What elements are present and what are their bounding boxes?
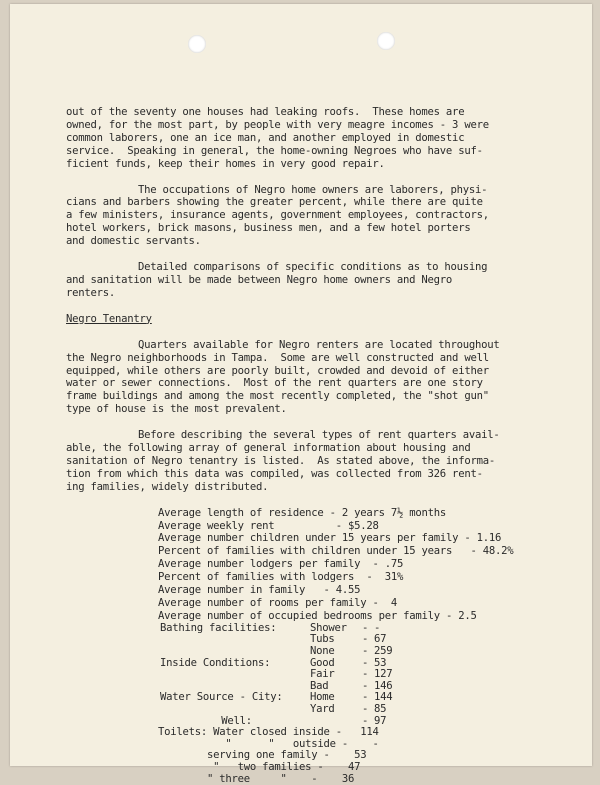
stat-line: Percent of families with children under 15 years - 48.2% — [158, 545, 514, 558]
facilities-table — [158, 623, 562, 727]
facility-category — [158, 634, 310, 646]
facility-item: Tubs — [310, 633, 335, 646]
toilet-row: Toilets: Water closed inside - 114 — [158, 726, 379, 739]
facility-value: 127 — [374, 668, 393, 681]
facility-dash: - — [362, 714, 369, 727]
facility-category — [158, 646, 310, 658]
facility-value: 97 — [374, 714, 387, 727]
facility-value: 146 — [374, 679, 393, 692]
facility-category — [158, 704, 310, 716]
text-line: owned, for the most part, by people with very meagre incomes - 3 were — [66, 118, 489, 131]
stat-line: Average number lodgers per family - .75 — [158, 558, 404, 571]
text-line: service. Speaking in general, the home-owning Negroes who have suf- — [66, 144, 483, 157]
paragraph-comparisons — [66, 261, 562, 300]
toilets-list — [158, 727, 562, 785]
text-line: water or sewer connections. Most of the rent quarters are one story — [66, 377, 483, 390]
facility-item: Fair — [310, 668, 335, 681]
facility-category: Bathing facilities: — [160, 621, 277, 634]
facility-row — [158, 623, 562, 635]
facility-value: - — [374, 621, 381, 634]
statistics-list — [66, 507, 562, 785]
text-line: ficient funds, keep their homes in very good repair. — [66, 157, 385, 170]
facility-item: Home — [310, 691, 335, 704]
facility-category: Water Source - City: — [160, 691, 283, 704]
text-line: ing families, widely distributed. — [66, 480, 269, 493]
text-line: tion from which this data was compiled, was collected from 326 rent- — [66, 467, 483, 480]
text-line: out of the seventy one houses had leaking roofs. These homes are — [66, 106, 465, 118]
facility-item: Shower — [310, 621, 347, 634]
facility-item: Bad — [310, 679, 329, 692]
toilet-row: " three " - 36 — [158, 772, 355, 785]
paragraph-occupations — [66, 184, 562, 249]
facility-dash: - — [362, 702, 369, 715]
text-line: frame buildings and among the most recently completed, the "shot gun" — [66, 390, 489, 403]
paragraph-before-describing — [66, 429, 562, 494]
text-line: common laborers, one an ice man, and another employed in domestic — [66, 131, 465, 144]
facility-row — [158, 658, 562, 670]
stat-line: Average number of rooms per family - 4 — [158, 597, 397, 609]
text-line: and sanitation will be made between Negro home owners and Negro — [66, 273, 453, 286]
facility-value: 144 — [374, 691, 393, 704]
facility-category: Inside Conditions: — [160, 656, 271, 669]
punch-hole-right — [377, 32, 395, 50]
text-line: equipped, while others are poorly built, crowded and devoid of either — [66, 364, 489, 377]
facility-dash: - — [362, 656, 369, 669]
stat-line: Percent of families with lodgers - 31% — [158, 571, 404, 584]
facility-dash: - — [362, 621, 369, 634]
facility-dash: - — [362, 679, 369, 692]
text-line: able, the following array of general information about housing and — [66, 442, 471, 455]
document-body — [66, 106, 562, 785]
facility-category: Well: — [160, 714, 252, 727]
facility-value: 85 — [374, 702, 387, 715]
facility-row — [158, 692, 562, 704]
stat-line: Average number of occupied bedrooms per family - 2.5 — [158, 609, 477, 622]
toilet-row: " two families - 47 — [158, 760, 361, 773]
stat-line: Average number in family - 4.55 — [158, 584, 361, 597]
facility-value: 67 — [374, 633, 387, 646]
text-line: Quarters available for Negro renters are located throughout — [138, 338, 500, 351]
facility-item: Good — [310, 656, 335, 669]
text-line: hotel workers, brick masons, business men, and a few hotel porters — [66, 222, 471, 235]
text-line: cians and barbers showing the greater percent, while there are quite — [66, 196, 483, 209]
text-line: the Negro neighborhoods in Tampa. Some are well constructed and well — [66, 351, 489, 364]
text-line: The occupations of Negro home owners are laborers, physi- — [138, 183, 488, 196]
toilet-row: serving one family - 53 — [158, 749, 367, 762]
toilet-row: " " outside - - — [158, 737, 379, 750]
facility-item: Yard — [310, 702, 335, 715]
text-line: type of house is the most prevalent. — [66, 403, 287, 416]
stat-line: Average weekly rent - $5.28 — [158, 519, 379, 532]
text-line: sanitation of Negro tenantry is listed. As stated above, the informa- — [66, 454, 495, 467]
facility-dash: - — [362, 633, 369, 646]
facility-dash: - — [362, 645, 369, 657]
facility-value: 53 — [374, 656, 387, 669]
facility-dash: - — [362, 691, 369, 704]
paragraph-leaking-roofs — [66, 106, 562, 171]
stat-line: Average length of residence - 2 years 7½ months — [158, 506, 447, 519]
section-heading: Negro Tenantry — [66, 312, 152, 325]
text-line: a few ministers, insurance agents, government employees, contractors, — [66, 209, 489, 222]
facility-row — [158, 646, 562, 658]
facility-dash: - — [362, 668, 369, 681]
stat-line: Average number children under 15 years per family - 1.16 — [158, 532, 502, 545]
text-line: Before describing the several types of rent quarters avail- — [138, 429, 500, 442]
text-line: Detailed comparisons of specific conditions as to housing — [138, 261, 488, 274]
text-line: renters. — [66, 286, 116, 299]
facility-row — [158, 704, 562, 716]
facility-category — [158, 669, 310, 681]
punch-hole-left — [188, 35, 206, 53]
facility-item: None — [310, 645, 335, 657]
facility-row — [158, 634, 562, 646]
paragraph-quarters — [66, 339, 562, 416]
text-line: and domestic servants. — [66, 235, 201, 248]
facility-row — [158, 669, 562, 681]
document-page — [10, 4, 592, 785]
facility-value: 259 — [374, 645, 393, 657]
